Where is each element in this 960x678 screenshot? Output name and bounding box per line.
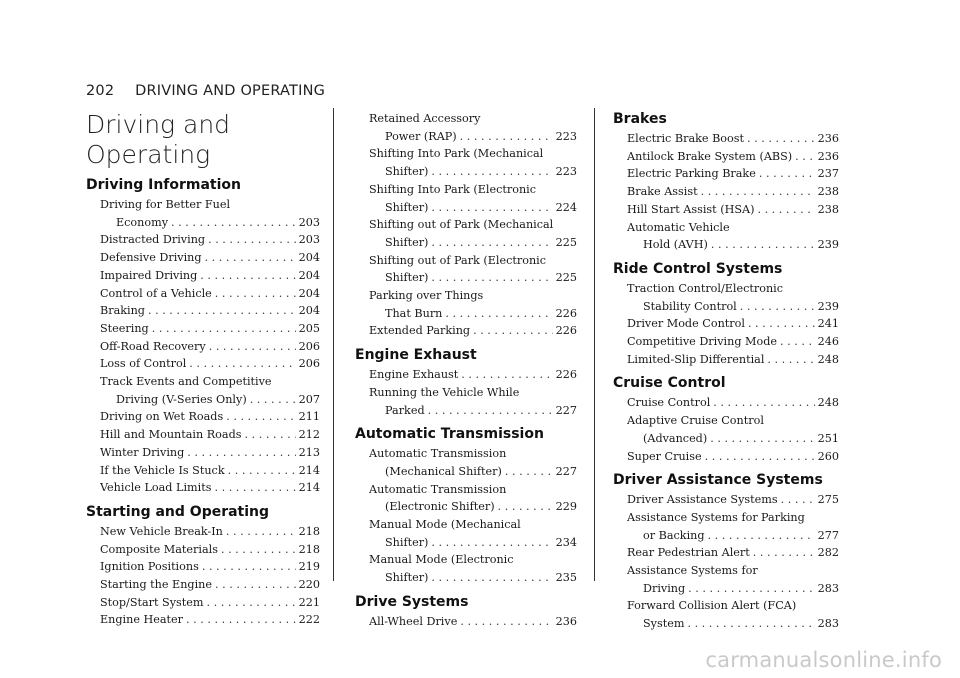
toc-entry[interactable] bbox=[613, 280, 839, 315]
toc-page-number: 234 bbox=[555, 535, 577, 549]
toc-page-number: 205 bbox=[298, 321, 320, 335]
toc-entry-label: Assistance Systems for bbox=[627, 510, 758, 524]
toc-entry-label: Hold (AVH) bbox=[643, 238, 708, 252]
toc-entry[interactable] bbox=[613, 448, 839, 466]
toc-entry-label: If the Vehicle Is Stuck bbox=[100, 463, 225, 477]
toc-entry-label: Track Events and Competitive bbox=[100, 375, 272, 389]
dot-leader bbox=[431, 569, 552, 587]
dot-leader bbox=[209, 338, 296, 356]
toc-entry[interactable] bbox=[86, 576, 320, 594]
toc-entry-label: Manual Mode (Mechanical bbox=[369, 518, 521, 532]
toc-entry-label: Retained Accessory bbox=[369, 112, 481, 125]
toc-page-number: 251 bbox=[817, 431, 839, 445]
dot-leader bbox=[207, 594, 296, 612]
toc-entry-label: Shifter) bbox=[385, 235, 429, 249]
page-title bbox=[86, 110, 230, 170]
toc-entry[interactable] bbox=[613, 183, 839, 201]
toc-page-number: 229 bbox=[555, 500, 577, 514]
toc-entry-label: Assistance Systems for bbox=[627, 564, 758, 578]
toc-page-number: 223 bbox=[555, 129, 577, 143]
toc-page-number: 248 bbox=[817, 352, 839, 366]
dot-leader bbox=[431, 163, 552, 181]
section-heading: Ride Control Systems bbox=[613, 260, 783, 277]
toc-entry-label: Power (RAP) bbox=[385, 129, 457, 143]
dot-leader bbox=[171, 214, 296, 232]
toc-page-number: 218 bbox=[298, 542, 320, 556]
toc-entry-label: Ignition Positions bbox=[100, 560, 199, 574]
toc-entry-label: Traction Control/Electronic bbox=[627, 281, 784, 295]
toc-entry-label: Shifting out of Park (Electronic bbox=[369, 253, 547, 267]
dot-leader bbox=[688, 580, 814, 598]
toc-page-number: 237 bbox=[817, 167, 839, 181]
toc-page-number: 282 bbox=[817, 546, 839, 560]
toc-entry-label: Electric Parking Brake bbox=[627, 167, 756, 181]
toc-entry[interactable] bbox=[355, 287, 577, 322]
toc-entry[interactable] bbox=[355, 252, 577, 287]
toc-entry[interactable] bbox=[86, 611, 320, 629]
toc-entry-label: Antilock Brake System (ABS) bbox=[627, 149, 793, 163]
toc-entry[interactable] bbox=[86, 355, 320, 373]
toc-entry-label: Brake Assist bbox=[627, 185, 698, 199]
toc-entry[interactable] bbox=[355, 322, 577, 340]
toc-column-3 bbox=[613, 110, 839, 633]
toc-entry-label: Parking over Things bbox=[369, 289, 484, 303]
toc-entry[interactable] bbox=[86, 444, 320, 462]
toc-entry[interactable] bbox=[613, 201, 839, 219]
dot-leader bbox=[208, 231, 296, 249]
column-divider bbox=[333, 108, 334, 581]
toc-page-number: 225 bbox=[555, 271, 577, 285]
dot-leader bbox=[711, 236, 815, 254]
toc-entry-label: Competitive Driving Mode bbox=[627, 335, 778, 349]
toc-entry[interactable] bbox=[355, 366, 577, 384]
toc-entry[interactable] bbox=[613, 333, 839, 351]
toc-page-number: 214 bbox=[298, 463, 320, 477]
dot-leader bbox=[701, 183, 815, 201]
toc-entry[interactable] bbox=[86, 231, 320, 249]
toc-page-number: 204 bbox=[298, 251, 320, 265]
toc-entry[interactable] bbox=[355, 551, 577, 586]
toc-entry-label: Distracted Driving bbox=[100, 233, 206, 247]
toc-entry-label: Parking bbox=[761, 510, 805, 524]
dot-leader bbox=[431, 234, 552, 252]
dot-leader bbox=[747, 130, 815, 148]
toc-entry[interactable] bbox=[613, 130, 839, 148]
toc-entry[interactable] bbox=[355, 481, 577, 516]
toc-entry[interactable] bbox=[86, 523, 320, 541]
toc-entry-label: Shifter) bbox=[385, 571, 429, 585]
toc-page-number: 206 bbox=[298, 339, 320, 353]
toc-entry[interactable] bbox=[613, 509, 839, 544]
dot-leader bbox=[505, 463, 553, 481]
toc-entry-label: New Vehicle Break-In bbox=[100, 524, 223, 538]
dot-leader bbox=[226, 408, 295, 426]
toc-entry[interactable] bbox=[613, 219, 839, 254]
toc-entry-label: Automatic Transmission bbox=[369, 482, 507, 496]
toc-page-number: 236 bbox=[817, 149, 839, 163]
toc-entry[interactable] bbox=[355, 181, 577, 216]
toc-entry[interactable] bbox=[86, 426, 320, 444]
dot-leader bbox=[687, 615, 814, 633]
watermark: carmanualsonline.info bbox=[705, 648, 942, 672]
dot-leader bbox=[215, 576, 296, 594]
toc-page-number: 236 bbox=[555, 614, 577, 628]
toc-entry[interactable] bbox=[613, 351, 839, 369]
section-heading: Driving Information bbox=[86, 177, 242, 193]
section-heading: Cruise Control bbox=[613, 375, 726, 392]
toc-entry-label: Economy bbox=[116, 215, 169, 229]
dot-leader bbox=[708, 527, 815, 545]
toc-page-number: 260 bbox=[817, 449, 839, 463]
toc-page-number: 225 bbox=[555, 235, 577, 249]
dot-leader bbox=[748, 315, 815, 333]
toc-entry[interactable] bbox=[613, 597, 839, 632]
dot-leader bbox=[189, 355, 295, 373]
toc-page-number: 246 bbox=[817, 335, 839, 349]
dot-leader bbox=[228, 462, 296, 480]
dot-leader bbox=[250, 391, 296, 409]
dot-leader bbox=[710, 430, 814, 448]
section-heading: Brakes bbox=[613, 111, 667, 127]
dot-leader bbox=[214, 479, 295, 497]
toc-entry-label: Cruise Control bbox=[627, 396, 711, 410]
toc-page-number: 204 bbox=[298, 268, 320, 282]
toc-page-number: 277 bbox=[817, 528, 839, 542]
toc-entry-label: That Burn bbox=[385, 306, 443, 320]
dot-leader bbox=[226, 523, 296, 541]
toc-entry-label: Engine Heater bbox=[100, 613, 184, 627]
toc-entry-label: Shifting out of Park (Mechanical bbox=[369, 218, 554, 232]
toc-entry[interactable] bbox=[86, 338, 320, 356]
toc-entry-label: Driving on Wet Roads bbox=[100, 410, 224, 424]
toc-entry[interactable] bbox=[355, 516, 577, 551]
page-title-line: Operating bbox=[86, 140, 211, 169]
toc-entry[interactable] bbox=[86, 558, 320, 576]
toc-entry-label: Driver Assistance Systems bbox=[627, 493, 778, 507]
toc-entry-label: (Advanced) bbox=[643, 431, 708, 445]
dot-leader bbox=[498, 498, 553, 516]
toc-entry[interactable] bbox=[613, 491, 839, 509]
page-title-line: Driving and bbox=[86, 110, 231, 139]
toc-page-number: 211 bbox=[298, 410, 320, 424]
dot-leader bbox=[202, 558, 296, 576]
toc-page-number: 206 bbox=[298, 357, 320, 371]
dot-leader bbox=[759, 165, 815, 183]
toc-entry-label: Braking bbox=[100, 304, 145, 318]
dot-leader bbox=[767, 351, 814, 369]
dot-leader bbox=[186, 611, 296, 629]
toc-page-number: 227 bbox=[555, 464, 577, 478]
toc-page-number: 226 bbox=[555, 306, 577, 320]
toc-entry-label: Shifter) bbox=[385, 165, 429, 179]
dot-leader bbox=[460, 128, 553, 146]
toc-page-number: 236 bbox=[817, 132, 839, 145]
toc-page-number: 220 bbox=[298, 578, 320, 592]
toc-entry[interactable] bbox=[355, 445, 577, 480]
toc-entry-label: (Mechanical Shifter) bbox=[385, 464, 502, 478]
toc-entry-label: Electric Brake Boost bbox=[627, 132, 744, 145]
toc-entry[interactable] bbox=[613, 315, 839, 333]
dot-leader bbox=[244, 426, 295, 444]
toc-entry[interactable] bbox=[355, 145, 577, 180]
toc-page-number: 204 bbox=[298, 304, 320, 318]
section-heading: Automatic Transmission bbox=[355, 426, 544, 443]
toc-entry-label: Adaptive Cruise Control bbox=[627, 414, 764, 428]
dot-leader bbox=[740, 298, 815, 316]
toc-page-number: 226 bbox=[555, 368, 577, 382]
toc-entry-label: Running the Vehicle While bbox=[369, 385, 520, 399]
toc-entry[interactable] bbox=[355, 110, 577, 145]
dot-leader bbox=[445, 305, 552, 323]
toc-entry[interactable] bbox=[355, 384, 577, 419]
section-heading: Engine Exhaust bbox=[355, 347, 477, 364]
dot-leader bbox=[431, 534, 552, 552]
toc-page-number: 283 bbox=[817, 581, 839, 595]
toc-entry-label: Super Cruise bbox=[627, 449, 702, 463]
toc-entry-label: Shifting Into Park (Mechanical bbox=[369, 147, 544, 161]
toc-entry-label: Hill and Mountain Roads bbox=[100, 428, 242, 442]
toc-page-number: 239 bbox=[817, 238, 839, 252]
toc-entry-label: Forward Collision Alert (FCA) bbox=[627, 599, 797, 613]
dot-leader bbox=[187, 444, 295, 462]
toc-column-1 bbox=[86, 176, 320, 629]
toc-page-number: 224 bbox=[555, 200, 577, 214]
toc-entry[interactable] bbox=[86, 594, 320, 612]
dot-leader bbox=[705, 448, 815, 466]
toc-entry-label: Starting the Engine bbox=[100, 578, 212, 592]
toc-entry[interactable] bbox=[613, 544, 839, 562]
toc-entry-label: Loss of Control bbox=[100, 357, 187, 371]
dot-leader bbox=[713, 394, 814, 412]
toc-page-number: 213 bbox=[298, 445, 320, 459]
toc-entry[interactable] bbox=[86, 541, 320, 559]
dot-leader bbox=[757, 201, 814, 219]
toc-entry-label: Driving bbox=[643, 581, 686, 595]
toc-entry-label: Driver Mode Control bbox=[627, 317, 745, 331]
toc-page-number: 214 bbox=[298, 481, 320, 495]
toc-entry-label: Shifter) bbox=[385, 200, 429, 214]
toc-page-number: 248 bbox=[817, 396, 839, 410]
dot-leader bbox=[460, 613, 552, 631]
toc-entry-label: Driving (V-Series Only) bbox=[116, 392, 247, 406]
toc-entry-label: Control of a Vehicle bbox=[100, 286, 212, 300]
toc-entry-label: Driving for Better Fuel bbox=[100, 198, 231, 211]
toc-entry-label: (Electronic Shifter) bbox=[385, 500, 495, 514]
toc-entry-label: System bbox=[643, 617, 685, 631]
toc-entry-label: Hill Start Assist (HSA) bbox=[627, 202, 755, 216]
dot-leader bbox=[221, 541, 296, 559]
section-heading: Starting and Operating bbox=[86, 503, 270, 520]
toc-page-number: 238 bbox=[817, 202, 839, 216]
toc-entry[interactable] bbox=[86, 267, 320, 285]
running-header bbox=[86, 83, 325, 99]
toc-entry-label: Composite Materials bbox=[100, 542, 218, 556]
toc-page-number: 241 bbox=[817, 317, 839, 331]
toc-entry-label: Extended Parking bbox=[369, 324, 471, 338]
toc-page-number: 221 bbox=[298, 595, 320, 609]
toc-entry-label: Impaired Driving bbox=[100, 268, 198, 282]
dot-leader bbox=[205, 249, 296, 267]
toc-entry[interactable] bbox=[355, 613, 577, 631]
toc-entry-label: Stability Control bbox=[643, 299, 737, 313]
toc-page-number: 212 bbox=[298, 428, 320, 442]
toc-page-number: 238 bbox=[817, 185, 839, 199]
dot-leader bbox=[152, 320, 296, 338]
toc-entry-label: Shifting Into Park (Electronic bbox=[369, 182, 536, 196]
toc-entry-label: Shifter) bbox=[385, 535, 429, 549]
running-title: DRIVING AND OPERATING bbox=[135, 83, 326, 99]
toc-entry-label: Steering bbox=[100, 321, 149, 335]
toc-page-number: 227 bbox=[555, 403, 577, 417]
toc-entry[interactable] bbox=[613, 412, 839, 447]
toc-page-number: 235 bbox=[555, 571, 577, 585]
section-heading: Driver Assistance Systems bbox=[613, 472, 823, 489]
toc-entry-label: All-Wheel Drive bbox=[369, 614, 458, 628]
toc-entry[interactable] bbox=[613, 148, 839, 166]
column-divider bbox=[594, 108, 595, 581]
dot-leader bbox=[781, 491, 815, 509]
dot-leader bbox=[753, 544, 815, 562]
toc-entry-label: Rear Pedestrian Alert bbox=[627, 546, 750, 560]
toc-entry-label: Parked bbox=[385, 403, 425, 417]
toc-entry-label: Automatic Vehicle bbox=[627, 220, 730, 234]
toc-entry[interactable] bbox=[86, 408, 320, 426]
toc-entry-label: Manual Mode (Electronic bbox=[369, 553, 514, 567]
toc-entry[interactable] bbox=[613, 394, 839, 412]
toc-entry[interactable] bbox=[355, 216, 577, 251]
toc-page-number: 207 bbox=[298, 392, 320, 406]
toc-entry[interactable] bbox=[613, 562, 839, 597]
toc-entry-label: or Backing bbox=[643, 528, 705, 542]
toc-page-number: 203 bbox=[298, 215, 320, 229]
toc-entry-label: Winter Driving bbox=[100, 445, 185, 459]
dot-leader bbox=[461, 366, 552, 384]
dot-leader bbox=[431, 199, 552, 217]
toc-page-number: 226 bbox=[555, 324, 577, 338]
dot-leader bbox=[795, 148, 814, 166]
toc-entry[interactable] bbox=[86, 320, 320, 338]
dot-leader bbox=[780, 333, 815, 351]
toc-page-number: 222 bbox=[298, 613, 320, 627]
toc-page-number: 223 bbox=[555, 165, 577, 179]
toc-entry[interactable] bbox=[86, 302, 320, 320]
section-heading: Drive Systems bbox=[355, 593, 469, 610]
dot-leader bbox=[431, 269, 552, 287]
toc-entry[interactable] bbox=[86, 196, 320, 231]
toc-entry-label: Vehicle Load Limits bbox=[100, 481, 212, 495]
toc-entry[interactable] bbox=[613, 165, 839, 183]
toc-page-number: 283 bbox=[817, 617, 839, 631]
toc-entry[interactable] bbox=[86, 479, 320, 497]
toc-entry-label: Limited-Slip Differential bbox=[627, 352, 765, 366]
dot-leader bbox=[473, 322, 553, 340]
dot-leader bbox=[200, 267, 295, 285]
toc-entry-label: Engine Exhaust bbox=[369, 368, 459, 382]
toc-page-number: 218 bbox=[298, 524, 320, 538]
toc-entry-label: Off-Road Recovery bbox=[100, 339, 206, 353]
toc-page-number: 219 bbox=[298, 560, 320, 574]
toc-entry[interactable] bbox=[86, 462, 320, 480]
toc-page-number: 204 bbox=[298, 286, 320, 300]
dot-leader bbox=[428, 402, 553, 420]
toc-entry-label: Stop/Start System bbox=[100, 595, 204, 609]
toc-entry[interactable] bbox=[86, 285, 320, 303]
toc-entry-label: Automatic Transmission bbox=[369, 447, 507, 461]
dot-leader bbox=[215, 285, 296, 303]
toc-page-number: 275 bbox=[817, 493, 839, 507]
page-number: 202 bbox=[86, 83, 115, 99]
toc-entry-label: Defensive Driving bbox=[100, 251, 202, 265]
dot-leader bbox=[148, 302, 296, 320]
toc-page-number: 203 bbox=[298, 233, 320, 247]
toc-column-2 bbox=[355, 110, 577, 631]
toc-entry[interactable] bbox=[86, 249, 320, 267]
toc-entry-label: Shifter) bbox=[385, 271, 429, 285]
toc-page-number: 239 bbox=[817, 299, 839, 313]
toc-entry[interactable] bbox=[86, 373, 320, 408]
